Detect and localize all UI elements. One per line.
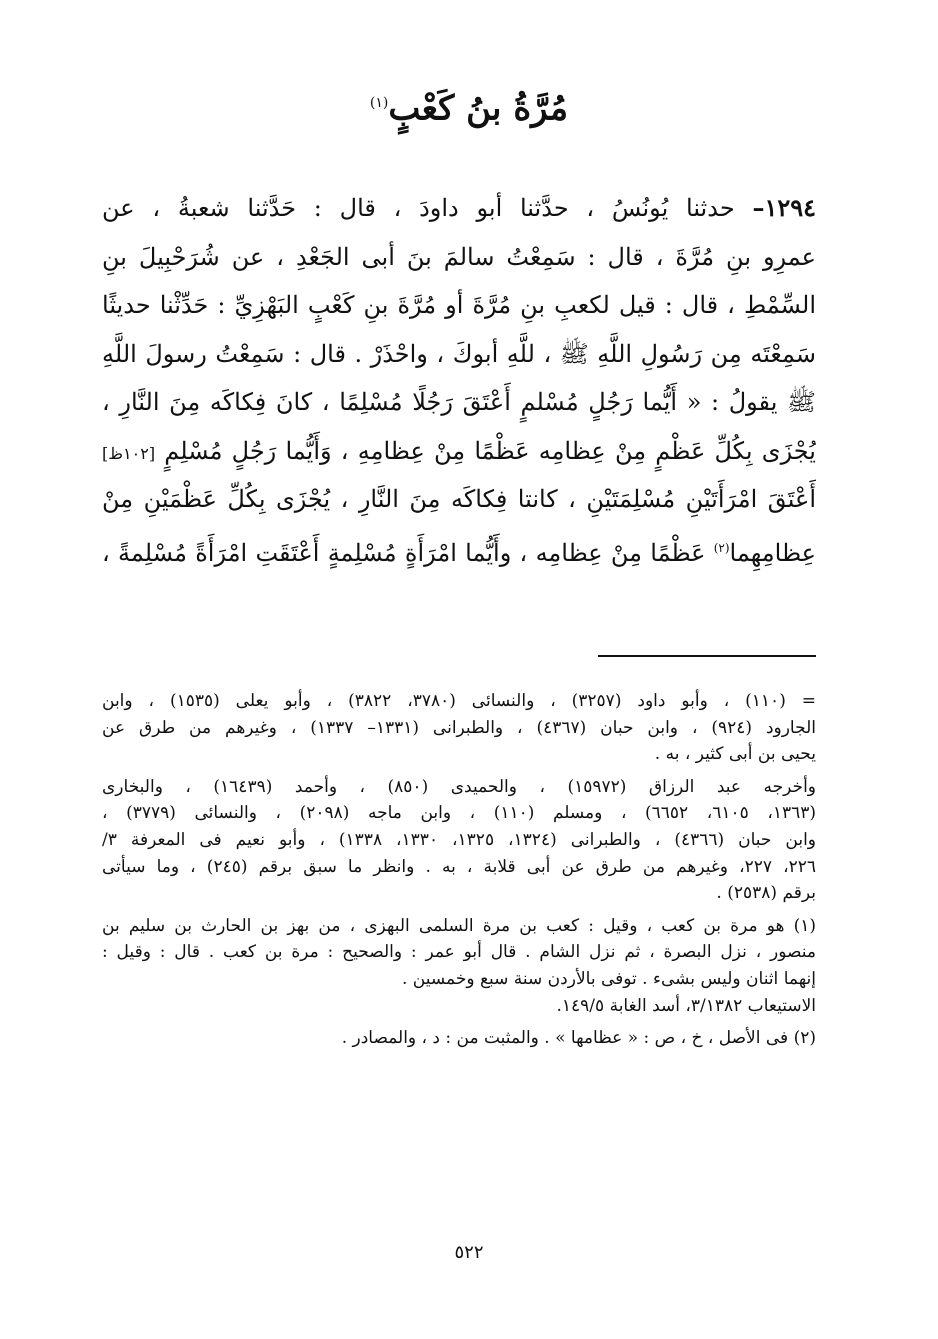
hadith-line: أَعْتَقَ امْرَأَتَيْنِ مُسْلِمَتَيْنِ ، كانتا فِكاكَه مِنَ النَّارِ ، يُجْزَى بِكُلِّ عَظْمَيْنِ مِنْ xyxy=(102,485,816,513)
hadith-line: عِظامِهِما$^{(٢)}$ عَظْمًا مِنْ عِظامِه ، وأَيُّما امْرَأَةٍ مُسْلِمةٍ أَعْتَقَتِ امْرَأَةً مُسْلِمةً ، xyxy=(102,538,816,567)
footnote-line: = (١١٠) ، وأبو داود (٣٢٥٧) ، والنسائى (٣٧٨٠، ٣٨٢٢) ، وأبو يعلى (١٥٣٥) ، وابن xyxy=(102,691,816,711)
title-text: مُرَّةُ بنُ كَعْبٍ xyxy=(388,88,569,129)
footnote-line: يحيى بن أبى كثير ، به . xyxy=(654,744,816,765)
footnote-separator xyxy=(598,655,816,657)
footnote-line: الاستيعاب ٣/١٣٨٢، أسد الغابة ١٤٩/٥. xyxy=(556,995,816,1016)
footnotes xyxy=(102,688,816,1052)
page-number: ٥٢٢ xyxy=(454,1242,484,1263)
footnote-line: إنهما اثنان وليس بشىء . توفى بالأردن سنة سبع وخمسين . xyxy=(401,968,816,989)
hadith-line: السِّمْطِ ، قال : قيل لكعبِ بنِ مُرَّةَ أو مُرَّةَ بنِ كَعْبٍ البَهْزِيِّ : حَدِّثْنا حديثًا xyxy=(102,291,816,319)
hadith-line: يُجْزَى بِكُلِّ عَظْمٍ مِنْ عِظامِه عَظْمًا مِنْ عِظامِهِ ، وَأَيُّما رَجُلٍ مُسْلِمٍ [١٠٢ظ] xyxy=(102,436,816,465)
hadith-line: ١٢٩٤– حدثنا يُونُسُ ، حدَّثنا أبو داودَ ، قال : حَدَّثنا شعبةُ ، عن xyxy=(102,193,816,222)
footnote-line: وأخرجه عبد الرزاق (١٥٩٧٢) ، والحميدى (٨٥٠) ، وأحمد (١٦٤٣٩) ، والبخارى xyxy=(102,776,816,797)
footnote-line: وابن حبان (٤٣٦٦) ، والطبرانى (١٣٢٤، ١٣٢٥، ١٣٣٠، ١٣٣٨) ، وأبو نعيم فى المعرفة ٣/ xyxy=(102,829,816,850)
footnote-line: ٢٢٦، ٢٢٧، وغيرهم من طرق عن أبى قلابة ، به . وانظر ما سبق برقم (٢٤٥) ، وما سيأتى xyxy=(102,856,816,877)
hadith-line: عمرِو بنِ مُرَّةَ ، قال : سَمِعْتُ سالمَ بنَ أبى الجَعْدِ ، عن شُرَحْبِيلَ بنِ xyxy=(102,242,816,271)
footnote-line: (١) هو مرة بن كعب ، وقيل : كعب بن مرة السلمى البهزى ، من بهز بن الحارث بن سليم بن xyxy=(102,915,816,936)
hadith-number: ١٢٩٤– xyxy=(752,193,816,222)
footnote-line: منصور ، نزل البصرة ، ثم نزل الشام . قال أبو عمر : والصحيح : مرة بن كعب . قال : وقيل : xyxy=(102,942,816,963)
title-footnote-mark: (١) xyxy=(369,95,389,111)
footnote-line: برقم (٢٥٣٨) . xyxy=(716,883,816,904)
hadith-line: سَمِعْتَه مِن رَسُولِ اللَّهِ ﷺ ، للَّهِ أبوكَ ، واحْذَرْ . قال : سَمِعْتُ رسولَ اللَّهِ xyxy=(102,339,816,368)
hadith-text xyxy=(102,184,816,572)
margin-reference: [١٠٢ظ] xyxy=(102,443,156,463)
footnote-line: (٢) فى الأصل ، خ ، ص : « عظامها » . والمثبت من : د ، والمصادر . xyxy=(341,1028,816,1049)
hadith-line: ﷺ يقولُ : « أَيُّما رَجُلٍ مُسْلمٍ أَعْتَقَ رَجُلًا مُسْلِمًا ، كانَ فِكاكَه مِنَ النَّارِ ، xyxy=(102,388,816,416)
footnote-line: الجارود (٩٢٤) ، وابن حبان (٤٣٦٧) ، والطبرانى (١٣٣١– ١٣٣٧) ، وغيرهم من طرق عن xyxy=(102,717,816,738)
footnote-mark-2: (٢) xyxy=(713,540,730,555)
footnote-line: (١٣٦٣، ٦١٠٥، ٦٦٥٢) ، ومسلم (١١٠) ، وابن ماجه (٢٠٩٨) ، والنسائى (٣٧٧٩) ، xyxy=(102,803,816,824)
page-title xyxy=(0,78,938,133)
